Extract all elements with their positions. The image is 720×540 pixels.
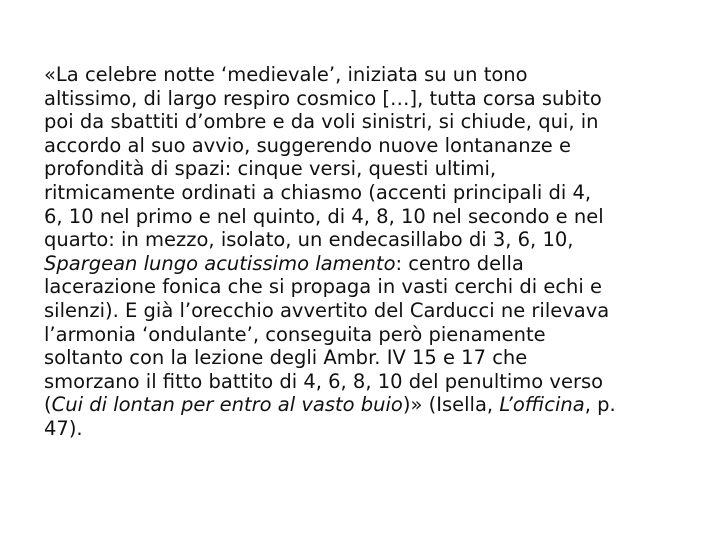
quote-line [44, 87, 704, 111]
text-segment: accordo al suo avvio, suggerendo nuove lontananze e [44, 133, 571, 157]
quote-line [44, 63, 704, 87]
text-segment: poi da sbattiti d’ombre e da voli sinistri, si chiude, qui, in [44, 110, 599, 134]
quote-line [44, 346, 704, 370]
quote-paragraph [44, 63, 704, 441]
text-segment: )» (Isella, [402, 393, 500, 417]
text-segment: 6, 10 nel primo e nel quinto, di 4, 8, 10 nel secondo e nel [44, 204, 604, 228]
quote-line [44, 252, 704, 276]
text-segment: smorzano il fitto battito di 4, 6, 8, 10 del penultimo verso [44, 369, 604, 393]
quote-line [44, 181, 704, 205]
quote-line [44, 110, 704, 134]
text-segment: soltanto con la lezione degli Ambr. IV 15 e 17 che [44, 346, 528, 370]
text-segment: «La celebre notte ‘medievale’, iniziata su un tono [44, 63, 528, 86]
text-segment: profondità di spazi: cinque versi, questi ultimi, [44, 157, 497, 181]
quote-line [44, 323, 704, 347]
italic-text: Cui di lontan per entro al vasto buio [51, 393, 403, 417]
quote-line [44, 370, 704, 394]
quote-line [44, 228, 704, 252]
text-segment: lacerazione fonica che si propaga in vasti cerchi di echi e [44, 275, 603, 299]
quote-line [44, 417, 704, 441]
text-segment: silenzi). E già l’orecchio avvertito del Carducci ne rilevava [44, 298, 610, 322]
quote-line [44, 205, 704, 229]
text-segment: 47). [44, 416, 83, 440]
italic-text: Spargean lungo acutissimo lamento [44, 251, 396, 275]
quote-line [44, 299, 704, 323]
quote-line [44, 275, 704, 299]
text-segment: ( [44, 393, 52, 417]
text-segment: l’armonia ‘ondulante’, conseguita però pienamente [44, 322, 546, 346]
quote-line [44, 393, 704, 417]
text-segment: , p. [584, 393, 616, 417]
text-segment: : centro della [395, 251, 524, 275]
text-segment: quarto: in mezzo, isolato, un endecasillabo di 3, 6, 10, [44, 228, 574, 252]
quote-line [44, 134, 704, 158]
italic-text: L’officina [499, 393, 585, 417]
text-segment: ritmicamente ordinati a chiasmo (accenti principali di 4, [44, 180, 592, 204]
quote-line [44, 157, 704, 181]
text-segment: altissimo, di largo respiro cosmico […], tutta corsa subito [44, 86, 602, 110]
